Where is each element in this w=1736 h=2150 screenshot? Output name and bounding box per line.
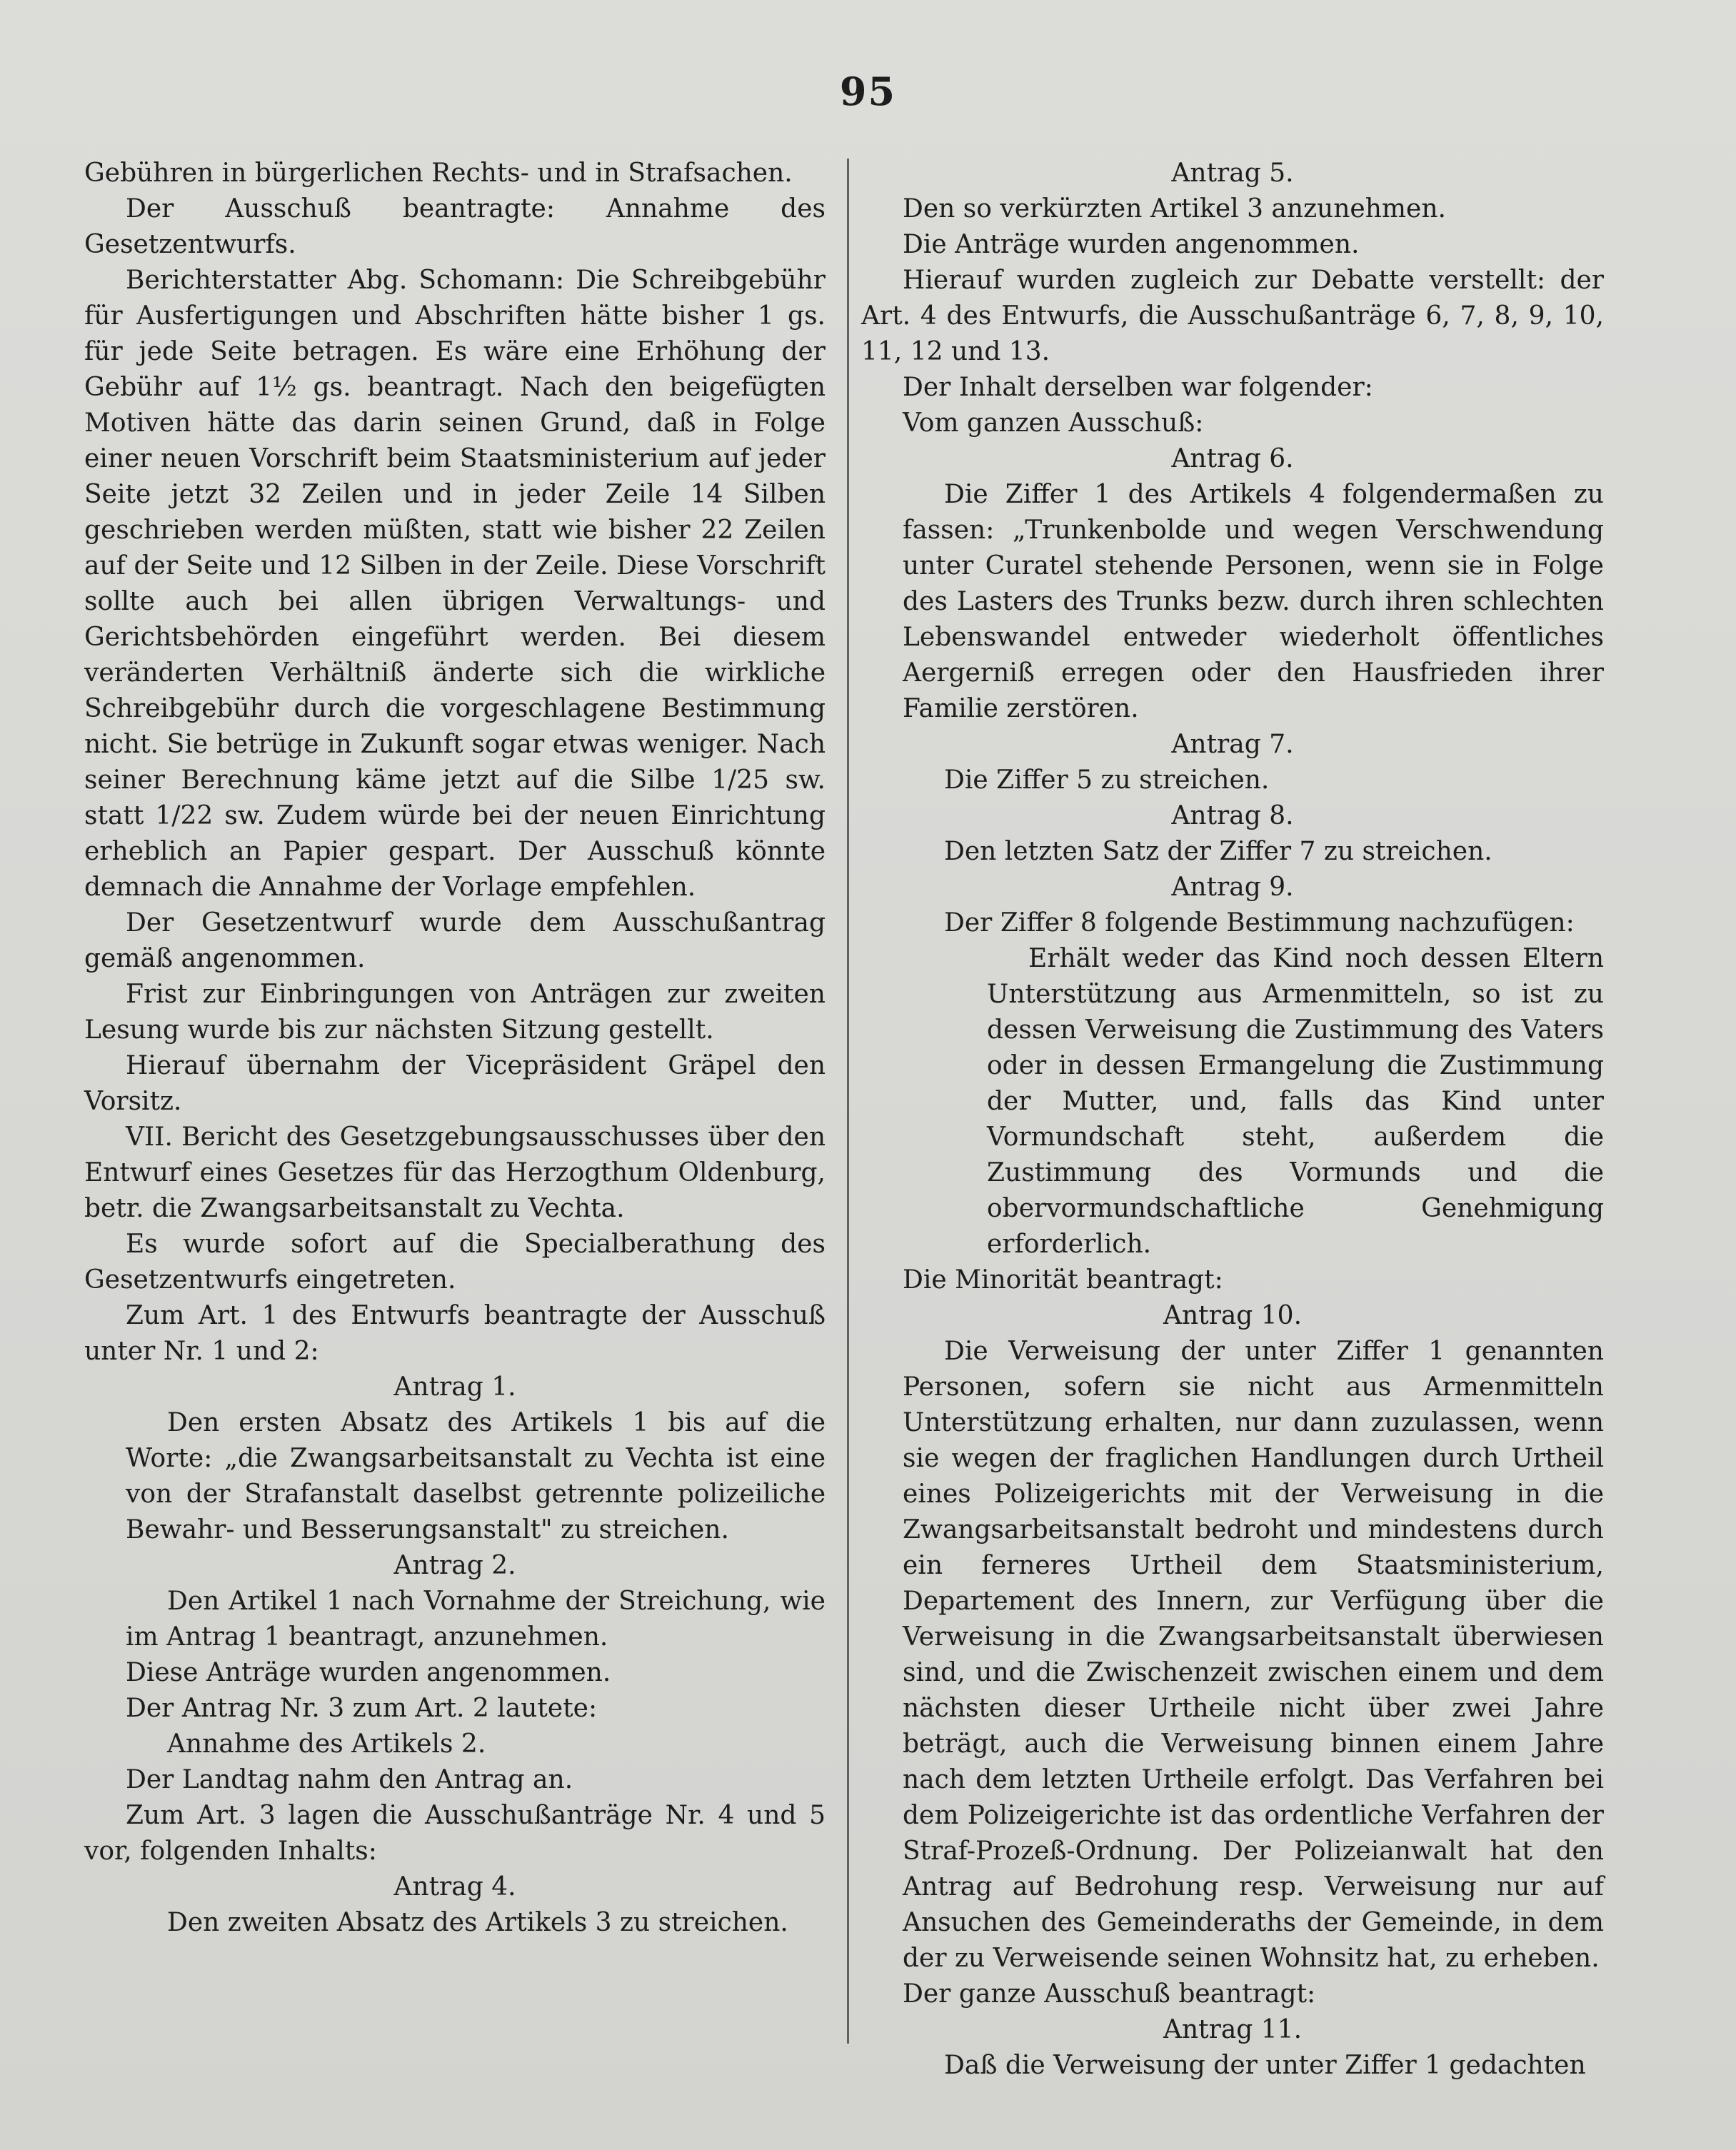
- left-paragraph: Antrag 2.: [393, 1551, 516, 1580]
- left-paragraph: Antrag 1.: [393, 1372, 516, 1402]
- left-paragraph: Hierauf übernahm der Vicepräsident Gräpel den Vorsitz.: [84, 1051, 826, 1116]
- right-paragraph: Die Ziffer 5 zu streichen.: [944, 765, 1270, 795]
- left-paragraph: Gebühren in bürgerlichen Rechts- und in Strafsachen.: [84, 159, 793, 188]
- left-paragraph: VII. Bericht des Gesetzgebungsausschusses über den Entwurf eines Gesetzes für das Herzogthum Oldenburg, betr. die Zwangsarbeitsanstalt zu Vechta.: [84, 1122, 826, 1223]
- left-paragraph: Berichterstatter Abg. Schomann: Die Schreibgebühr für Ausfertigungen und Abschriften hätte bisher 1 gs. für jede Seite betragen. Es wäre eine Erhöhung der Gebühr auf 1½ gs. beantragt. Nach den beigefügten Motiven hätte das darin seinen Grund, daß in Folge einer neuen Vorschrift beim Staatsministerium auf jeder Seite jetzt 32 Zeilen und in jeder Zeile 14 Silben geschrieben werden müßten, statt wie bisher 22 Zeilen auf der Seite und 12 Silben in der Zeile. Diese Vorschrift sollte auch bei allen übrigen Verwaltungs- und Gerichtsbehörden eingeführt werden. Bei diesem veränderten Verhältniß änderte sich die wirkliche Schreibgebühr durch die vorgeschlagene Bestimmung nicht. Sie betrüge in Zukunft sogar etwas weniger. Nach seiner Berechnung käme jetzt auf die Silbe 1/25 sw. statt 1/22 sw. Zudem würde bei der neuen Einrichtung erheblich an Papier gespart. Der Ausschuß könnte demnach die Annahme der Vorlage empfehlen.: [84, 266, 826, 902]
- left-paragraph: Es wurde sofort auf die Specialberathung des Gesetzentwurfs eingetreten.: [84, 1230, 826, 1295]
- right-paragraph: Den so verkürzten Artikel 3 anzunehmen.: [903, 194, 1446, 223]
- right-paragraph: Antrag 9.: [1171, 873, 1294, 902]
- left-paragraph: Der Antrag Nr. 3 zum Art. 2 lautete:: [126, 1694, 598, 1723]
- right-paragraph: Antrag 7.: [1171, 730, 1294, 759]
- left-paragraph: Der Gesetzentwurf wurde dem Ausschußantrag gemäß angenommen.: [84, 908, 826, 973]
- right-paragraph: Antrag 10.: [1163, 1301, 1303, 1330]
- left-paragraph: Den zweiten Absatz des Artikels 3 zu streichen.: [167, 1908, 788, 1937]
- left-paragraph: Diese Anträge wurden angenommen.: [126, 1658, 611, 1687]
- left-paragraph: Antrag 4.: [393, 1872, 516, 1902]
- right-paragraph: Hierauf wurden zugleich zur Debatte verstellt: der Art. 4 des Entwurfs, die Ausschußanträge 6, 7, 8, 9, 10, 11, 12 und 13.: [861, 266, 1604, 366]
- right-paragraph: Der Ziffer 8 folgende Bestimmung nachzufügen:: [944, 908, 1575, 938]
- right-paragraph: Die Ziffer 1 des Artikels 4 folgendermaßen zu fassen: „Trunkenbolde und wegen Verschwendung unter Curatel stehende Personen, wenn sie in Folge des Lasters des Trunks bezw. durch ihren schlechten Lebenswandel entweder wiederholt öffentliches Aergerniß erregen oder den Hausfrieden ihrer Familie zerstören.: [903, 480, 1604, 723]
- right-paragraph: Antrag 8.: [1171, 801, 1294, 830]
- right-paragraph: Antrag 11.: [1163, 2015, 1303, 2044]
- right-paragraph: Der ganze Ausschuß beantragt:: [903, 1979, 1316, 2009]
- right-paragraph: Der Inhalt derselben war folgender:: [903, 373, 1373, 402]
- right-paragraph: Die Verweisung der unter Ziffer 1 genannten Personen, sofern sie nicht aus Armenmitteln Unterstützung erhalten, nur dann zuzulassen, wenn sie wegen der fraglichen Handlungen durch Urtheil eines Polizeigerichts mit der Verweisung in die Zwangsarbeitsanstalt bedroht und mindestens durch ein ferneres Urtheil dem Staatsministerium, Departement des Innern, zur Verfügung über die Verweisung in die Zwangsarbeitsanstalt überwiesen sind, und die Zwischenzeit zwischen einem und dem nächsten dieser Urtheile nicht über zwei Jahre beträgt, auch die Verweisung binnen einem Jahre nach dem letzten Urtheile erfolgt. Das Verfahren bei dem Polizeigerichte ist das ordentliche Verfahren der Straf-Prozeß-Ordnung. Der Polizeianwalt hat den Antrag auf Bedrohung resp. Verweisung nur auf Ansuchen des Gemeinderaths der Gemeinde, in dem der zu Verweisende seinen Wohnsitz hat, zu erheben.: [903, 1337, 1604, 1973]
- left-paragraph: Frist zur Einbringungen von Anträgen zur zweiten Lesung wurde bis zur nächsten Sitzung gestellt.: [84, 980, 826, 1045]
- right-paragraph: Antrag 5.: [1171, 159, 1294, 188]
- right-paragraph: Daß die Verweisung der unter Ziffer 1 gedachten: [944, 2051, 1586, 2080]
- left-paragraph: Zum Art. 1 des Entwurfs beantragte der Ausschuß unter Nr. 1 und 2:: [84, 1301, 826, 1366]
- left-column: [84, 156, 826, 1941]
- right-paragraph: Die Minorität beantragt:: [903, 1265, 1223, 1295]
- right-paragraph: Erhält weder das Kind noch dessen Eltern Unterstützung aus Armenmitteln, so ist zu dessen Verweisung die Zustimmung des Vaters oder in dessen Ermangelung die Zustimmung der Mutter, und, falls das Kind unter Vormundschaft steht, außerdem die Zustimmung des Vormunds und die obervormundschaftliche Genehmigung erforderlich.: [987, 944, 1604, 1259]
- right-paragraph: Vom ganzen Ausschuß:: [903, 408, 1204, 438]
- left-paragraph: Annahme des Artikels 2.: [167, 1729, 486, 1759]
- left-paragraph: Der Landtag nahm den Antrag an.: [126, 1765, 573, 1794]
- page-number: 95: [839, 69, 897, 114]
- right-column: [861, 156, 1604, 2084]
- left-paragraph: Den ersten Absatz des Artikels 1 bis auf die Worte: „die Zwangsarbeitsanstalt zu Vechta ist eine von der Strafanstalt daselbst getrennte polizeiliche Bewahr- und Besserungsanstalt" zu streichen.: [126, 1408, 826, 1544]
- left-paragraph: Zum Art. 3 lagen die Ausschußanträge Nr. 4 und 5 vor, folgenden Inhalts:: [84, 1801, 826, 1866]
- right-paragraph: Den letzten Satz der Ziffer 7 zu streichen.: [944, 837, 1492, 866]
- left-paragraph: Der Ausschuß beantragte: Annahme des Gesetzentwurfs.: [84, 194, 826, 259]
- right-paragraph: Die Anträge wurden angenommen.: [903, 230, 1360, 259]
- column-divider: [847, 159, 849, 2044]
- left-paragraph: Den Artikel 1 nach Vornahme der Streichung, wie im Antrag 1 beantragt, anzunehmen.: [126, 1587, 826, 1652]
- right-paragraph: Antrag 6.: [1171, 444, 1294, 473]
